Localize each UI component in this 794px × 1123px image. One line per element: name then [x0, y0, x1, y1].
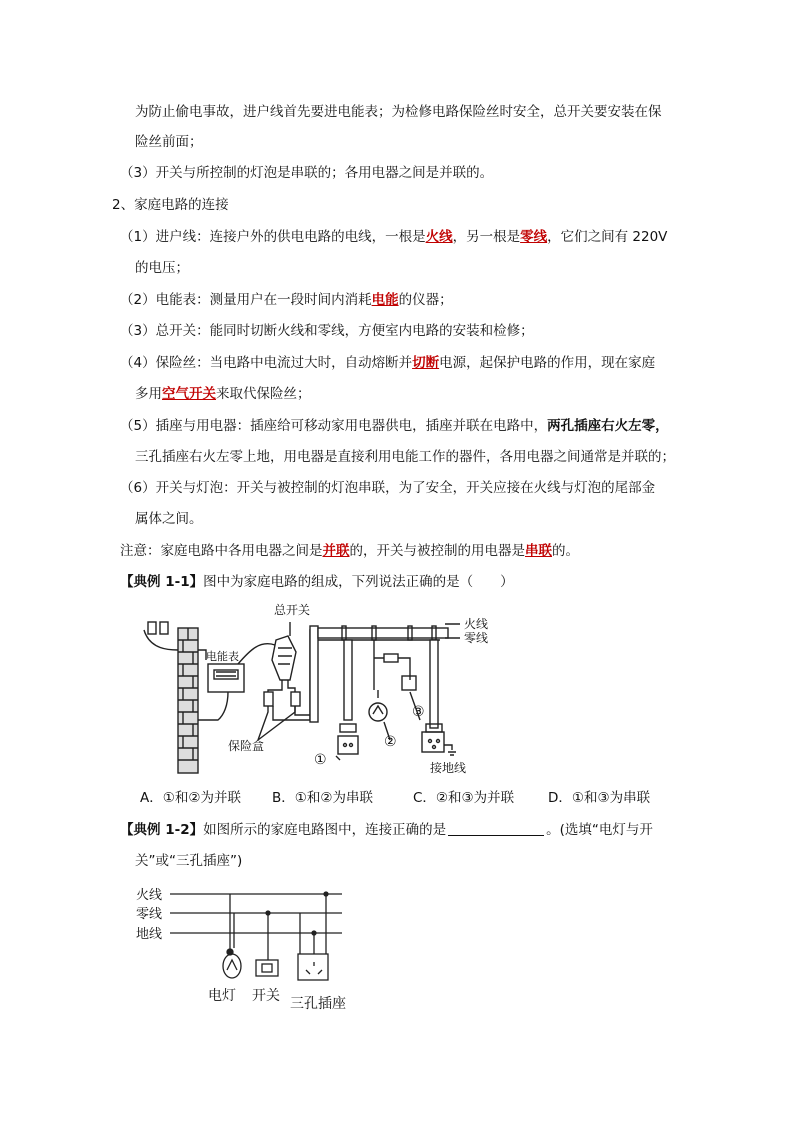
- example-1-1: [120, 572, 514, 592]
- label-meter: 电能表: [206, 650, 239, 663]
- label-socket: 三孔插座: [290, 996, 346, 1012]
- item-meter: [120, 290, 453, 310]
- example-text: 图中为家庭电路的组成，下列说法正确的是（ ）: [203, 574, 514, 590]
- text: ，另一根是: [452, 229, 521, 245]
- text: 多用: [135, 386, 162, 402]
- answer-blank[interactable]: [448, 821, 544, 836]
- text: 注意：家庭电路中各用电器之间是: [120, 543, 323, 559]
- label-lamp: 电灯: [208, 988, 236, 1004]
- label-live: 火线: [464, 617, 489, 631]
- label-live: 火线: [136, 888, 163, 903]
- item-fuse-cont: [135, 384, 311, 404]
- text: （1）进户线：连接户外的供电电路的电线，一根是: [120, 229, 426, 245]
- section-heading: 2、家庭电路的连接: [112, 197, 229, 213]
- label-switch: 开关: [252, 988, 280, 1004]
- keyword-energy: 电能: [371, 292, 399, 308]
- text: 的。: [552, 543, 579, 559]
- text: （4）保险丝：当电路中电流过大时，自动熔断并: [120, 355, 413, 371]
- keyword-parallel: 并联: [322, 543, 350, 559]
- item-switch-lamp-cont: 属体之间。: [135, 511, 203, 527]
- item-socket-cont: 三孔插座右火左零上地，用电器是直接利用电能工作的器件，各用电器之间通常是并联的；: [135, 449, 675, 465]
- wiring-figure: [130, 878, 360, 1018]
- label-n3: ③: [412, 704, 425, 720]
- bold-text: 两孔插座右火左零，: [547, 418, 669, 434]
- item-service-wires-cont: 的电压；: [135, 260, 189, 276]
- option-d[interactable]: D．①和③为串联: [548, 790, 651, 806]
- text: （2）电能表：测量用户在一段时间内消耗: [120, 292, 372, 308]
- option-c[interactable]: C．②和③为并联: [413, 790, 515, 806]
- para-meter-order: 为防止偷电事故，进户线首先要进电能表；为检修电路保险丝时安全，总开关要安装在保: [135, 104, 662, 120]
- para-switch-series: （3）开关与所控制的灯泡是串联的；各用电器之间是并联的。: [120, 165, 494, 181]
- household-circuit-figure: [140, 600, 500, 780]
- para-meter-order-cont: 险丝前面；: [135, 134, 203, 150]
- example-tag: 【典例 1-1】: [120, 574, 204, 590]
- label-fuse-box: 保险盒: [228, 739, 265, 753]
- example-text: 。(选填“电灯与开: [546, 822, 653, 838]
- label-n2: ②: [384, 734, 397, 750]
- item-main-switch: （3）总开关：能同时切断火线和零线，方便室内电路的安装和检修；: [120, 323, 534, 339]
- option-b[interactable]: B．①和②为串联: [272, 790, 373, 806]
- label-earth: 地线: [136, 927, 163, 942]
- text: 的，开关与被控制的用电器是: [349, 543, 525, 559]
- text: 来取代保险丝；: [216, 386, 311, 402]
- example-1-2-cont: 关”或“三孔插座”): [135, 853, 243, 869]
- label-main-switch: 总开关: [274, 603, 311, 617]
- keyword-series: 串联: [525, 543, 552, 559]
- keyword-cut: 切断: [412, 355, 440, 371]
- text: 电源，起保护电路的作用，现在家庭: [439, 355, 656, 371]
- option-a[interactable]: A．①和②为并联: [140, 790, 241, 806]
- item-fuse: [120, 353, 655, 373]
- item-service-wires: [120, 227, 667, 247]
- example-tag: 【典例 1-2】: [120, 822, 204, 838]
- text: ，它们之间有 220V: [547, 229, 668, 245]
- example-1-2: [120, 820, 653, 840]
- label-ground-wire: 接地线: [430, 761, 467, 775]
- keyword-air-switch: 空气开关: [162, 386, 216, 402]
- keyword-live: 火线: [425, 229, 453, 245]
- item-switch-lamp: （6）开关与灯泡：开关与被控制的灯泡串联，为了安全，开关应接在火线与灯泡的尾部金: [120, 480, 656, 496]
- example-text: 如图所示的家庭电路图中，连接正确的是: [203, 822, 447, 838]
- note: [120, 541, 579, 561]
- keyword-neutral: 零线: [520, 229, 548, 245]
- text: 的仪器；: [398, 292, 453, 308]
- label-n1: ①: [314, 752, 327, 768]
- label-neutral: 零线: [136, 907, 163, 922]
- text: （5）插座与用电器：插座给可移动家用电器供电，插座并联在电路中，: [120, 418, 548, 434]
- item-socket: [120, 416, 669, 436]
- label-neutral: 零线: [464, 631, 489, 645]
